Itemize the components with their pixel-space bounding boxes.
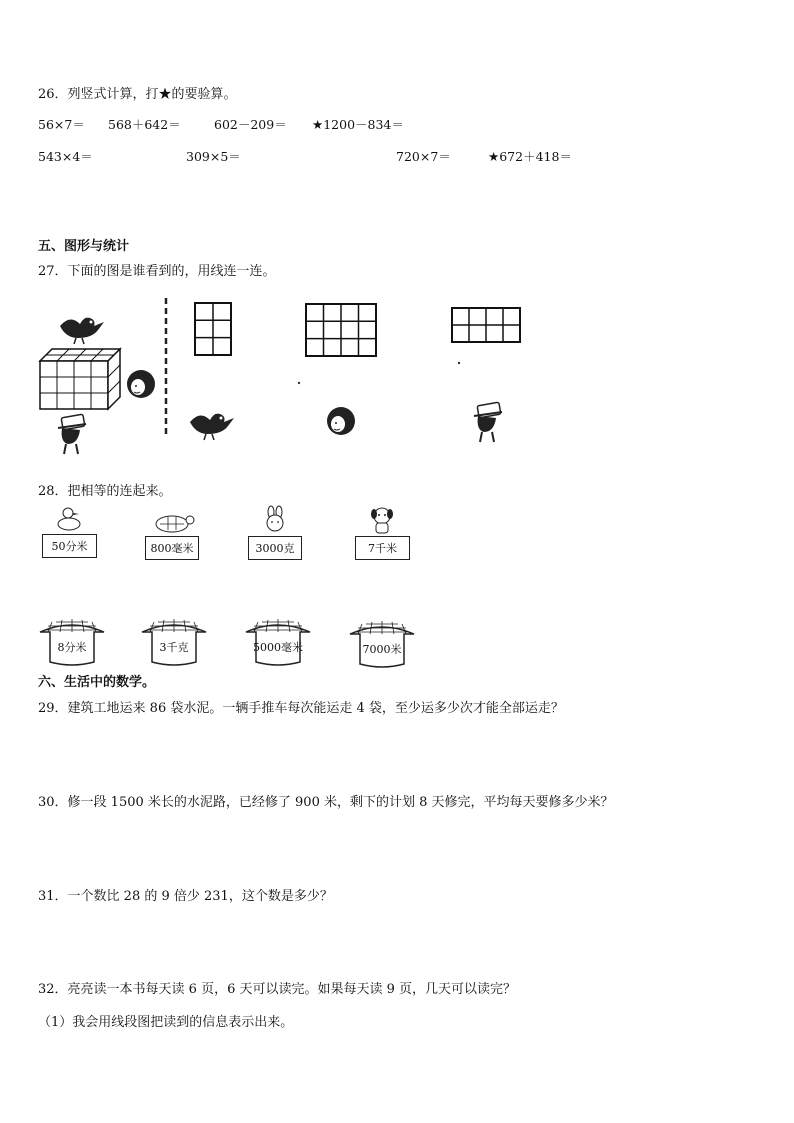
question-32-title: 32．亮亮读一本书每天读 6 页，6 天可以读完。如果每天读 9 页，几天可以读完？ [38, 982, 517, 997]
view-grid-2x3 [194, 302, 232, 356]
length-tag: 7千米 [355, 536, 410, 560]
question-29-title: 29．建筑工地运来 86 袋水泥。一辆手推车每次能运走 4 袋，至少运多少次才能全部运走？ [38, 701, 564, 716]
calc-item: ★672＋418＝ [488, 149, 572, 164]
girl-icon [324, 405, 358, 439]
length-tag: 800毫米 [145, 536, 199, 560]
question-26-title: 26．列竖式计算，打★的要验算。 [38, 87, 237, 102]
dot [457, 361, 461, 365]
boy-with-hat-icon [54, 414, 90, 456]
calc-item: 568＋642＝ [108, 117, 181, 132]
weight-tag: 3000克 [248, 536, 302, 560]
calc-item: 602－209＝ [214, 117, 287, 132]
calc-item: 56×7＝ [38, 117, 85, 132]
section-5-title: 五、图形与统计 [38, 239, 130, 254]
pot-label: 7000米 [362, 643, 402, 656]
question-28-title: 28．把相等的连起来。 [38, 484, 172, 499]
calc-item: ★1200－834＝ [312, 117, 404, 132]
dashed-divider [164, 298, 168, 438]
calc-item: 309×5＝ [186, 149, 241, 164]
rabbit-icon [262, 506, 288, 532]
calc-item: 543×4＝ [38, 149, 93, 164]
section-6-title: 六、生活中的数学。 [38, 675, 156, 690]
cube-stack-figure [36, 345, 126, 415]
boy-with-hat-icon [470, 402, 506, 444]
duck-icon [54, 506, 84, 532]
calc-item: 720×7＝ [396, 149, 451, 164]
dog-icon [368, 506, 396, 534]
girl-icon [124, 368, 158, 402]
dot [297, 381, 301, 385]
question-27-title: 27．下面的图是谁看到的，用线连一连。 [38, 264, 276, 279]
view-grid-4x3 [305, 303, 377, 357]
question-30-title: 30．修一段 1500 米长的水泥路，已经修了 900 米，剩下的计划 8 天修完，平均每天要修多少米？ [38, 795, 614, 810]
view-grid-4x2 [451, 307, 521, 343]
turtle-icon [150, 510, 196, 532]
question-32-sub-1: （1）我会用线段图把读到的信息表示出来。 [38, 1015, 294, 1030]
pot-label: 5000毫米 [253, 641, 303, 654]
bird-icon [56, 312, 108, 346]
bird-icon [186, 408, 238, 442]
pot-label: 3千克 [159, 641, 189, 654]
length-tag: 50分米 [42, 534, 97, 558]
pot-label: 8分米 [57, 641, 87, 654]
question-31-title: 31．一个数比 28 的 9 倍少 231，这个数是多少？ [38, 889, 333, 904]
